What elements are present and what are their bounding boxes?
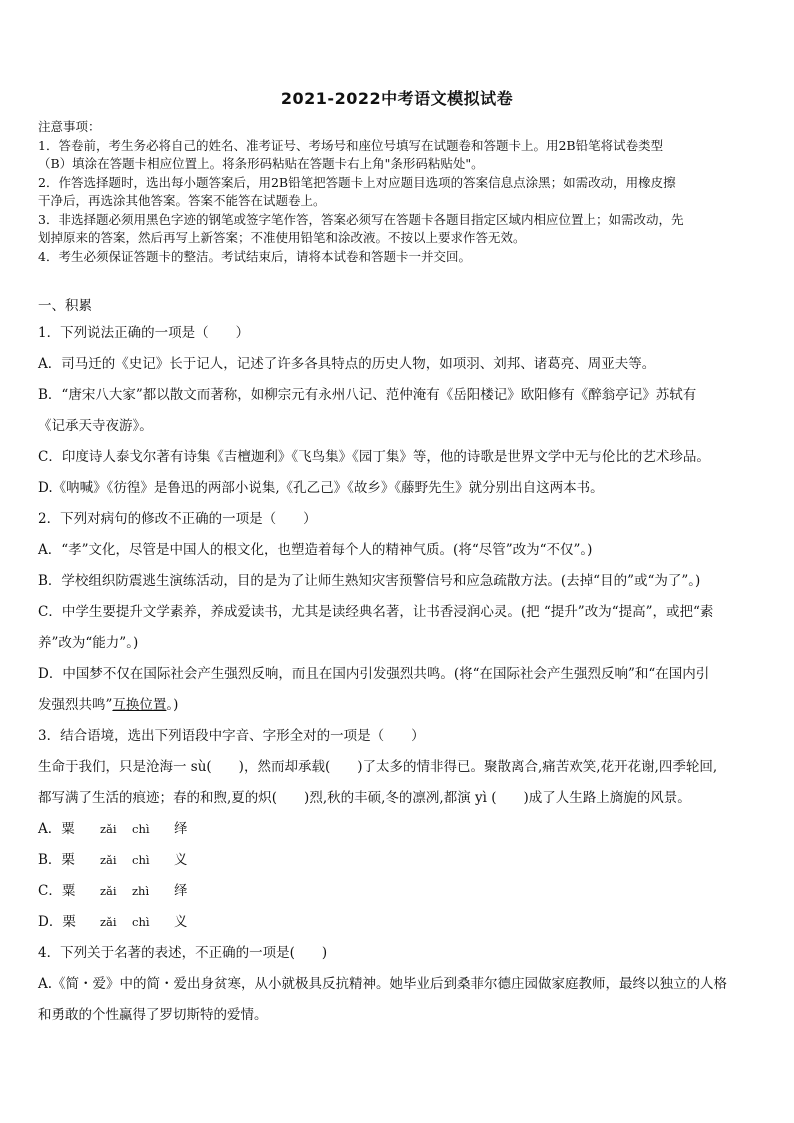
notes-block: [38, 118, 760, 266]
option-pinyin: zǎi: [100, 822, 117, 836]
notes-line: 划掉原来的答案，然后再写上新答案；不准使用铅笔和涂改液。不按以上要求作答无效。: [38, 230, 526, 245]
question-3: [38, 721, 760, 938]
option-pinyin: chì: [132, 915, 150, 929]
question-option: [38, 814, 760, 845]
notes-line: 2．作答选择题时，选出每小题答案后，用2B铅笔把答题卡上对应题目选项的答案信息点涂黑；如需改动，用橡皮擦: [38, 174, 676, 190]
option-text: 发强烈共鸣”: [38, 697, 113, 713]
question-passage: 生命于我们，只是沧海一 sù( )，然而却承载( )了太多的情非得已。聚散离合,痛苦欢笑,花开花谢,四季轮回,: [38, 759, 718, 775]
question-option: B．“唐宋八大家”都以散文而著称，如柳宗元有永州八记、范仲淹有《岳阳楼记》欧阳修有《醉翁亭记》苏轼有: [38, 387, 697, 403]
option-pinyin: zǎi: [100, 915, 117, 929]
question-stem: 1．下列说法正确的一项是（ ）: [38, 325, 250, 341]
question-passage: 都写满了生活的痕迹；春的和煦,夏的炽( )烈,秋的丰硕,冬的凛冽,都演 yì ( )成了人生路上旖旎的风景。: [38, 790, 691, 806]
notes-heading: 注意事项：: [38, 119, 101, 134]
question-stem: 3．结合语境，选出下列语段中字音、字形全对的一项是（ ）: [38, 728, 425, 744]
option-label: A．粟: [38, 821, 75, 837]
option-char: 义: [174, 914, 188, 930]
option-label: B．栗: [38, 852, 75, 868]
option-pinyin: zhì: [132, 884, 150, 898]
question-option: A．“孝”文化，尽管是中国人的根文化，也塑造着每个人的精神气质。(将“尽管”改为“不仅”。): [38, 542, 593, 558]
question-stem: 2．下列对病句的修改不正确的一项是（ ）: [38, 511, 317, 527]
question-stem: 4．下列关于名著的表述，不正确的一项是( ): [38, 945, 328, 961]
underlined-text: 互换位置: [112, 697, 167, 713]
exam-content: [38, 118, 760, 1031]
question-option: D.《呐喊》《彷徨》是鲁迅的两部小说集,《孔乙己》《故乡》《藤野先生》就分别出自这两本书。: [38, 480, 604, 496]
option-label: C．粟: [38, 883, 76, 899]
question-option: [38, 845, 760, 876]
option-char: 绎: [174, 821, 188, 837]
question-option: B．学校组织防震逃生演练活动，目的是为了让师生熟知灾害预警信号和应急疏散方法。(去掉“目的”或“为了”。): [38, 573, 701, 589]
notes-line: 1．答卷前，考生务必将自己的姓名、准考证号、考场号和座位号填写在试题卷和答题卡上。用2B铅笔将试卷类型: [38, 137, 664, 153]
question-option: [38, 690, 760, 721]
option-text: 。): [166, 697, 179, 713]
question-4: [38, 938, 760, 1031]
question-1: [38, 318, 760, 504]
notes-line: 干净后，再选涂其他答案。答案不能答在试题卷上。: [38, 193, 326, 208]
exam-title: 2021-2022中考语文模拟试卷: [280, 89, 514, 108]
notes-line: 4．考生必须保证答题卡的整洁。考试结束后，请将本试卷和答题卡一并交回。: [38, 248, 471, 264]
option-pinyin: chì: [132, 853, 150, 867]
question-option: A．司马迁的《史记》长于记人，记述了许多各具特点的历史人物，如项羽、刘邦、诸葛亮、周亚夫等。: [38, 356, 656, 372]
option-label: D．栗: [38, 914, 76, 930]
question-option: 养”改为“能力”。): [38, 635, 139, 651]
question-option: C．中学生要提升文学素养，养成爱读书，尤其是读经典名著，让书香浸润心灵。(把 “提升”改为“提高”，或把“素: [38, 604, 714, 620]
question-option: [38, 907, 760, 938]
section-heading: 一、积累: [38, 298, 92, 314]
question-option: 和勇敢的个性赢得了罗切斯特的爱情。: [38, 1007, 268, 1023]
option-pinyin: chì: [132, 822, 150, 836]
question-option: D．中国梦不仅在国际社会产生强烈反响，而且在国内引发强烈共鸣。(将“在国际社会产生强烈反响”和“在国内引: [38, 666, 710, 682]
option-pinyin: zǎi: [100, 853, 117, 867]
notes-line: （B）填涂在答题卡相应位置上。将条形码粘贴在答题卡右上角"条形码粘贴处"。: [38, 156, 484, 171]
question-option: A.《简・爱》中的简・爱出身贫寒，从小就极具反抗精神。她毕业后到桑菲尔德庄园做家庭教师，最终以独立的人格: [38, 976, 728, 992]
question-2: [38, 504, 760, 721]
question-option: C．印度诗人泰戈尔著有诗集《吉檀迦利》《飞鸟集》《园丁集》等，他的诗歌是世界文学中无与伦比的艺术珍品。: [38, 449, 710, 465]
option-char: 义: [174, 852, 188, 868]
option-char: 绎: [174, 883, 188, 899]
question-option: 《记承天寺夜游》。: [38, 418, 153, 434]
question-option: [38, 876, 760, 907]
option-pinyin: zǎi: [100, 884, 117, 898]
notes-line: 3．非选择题必须用黑色字迹的钢笔或签字笔作答，答案必须写在答题卡各题目指定区域内相应位置上；如需改动，先: [38, 211, 684, 227]
